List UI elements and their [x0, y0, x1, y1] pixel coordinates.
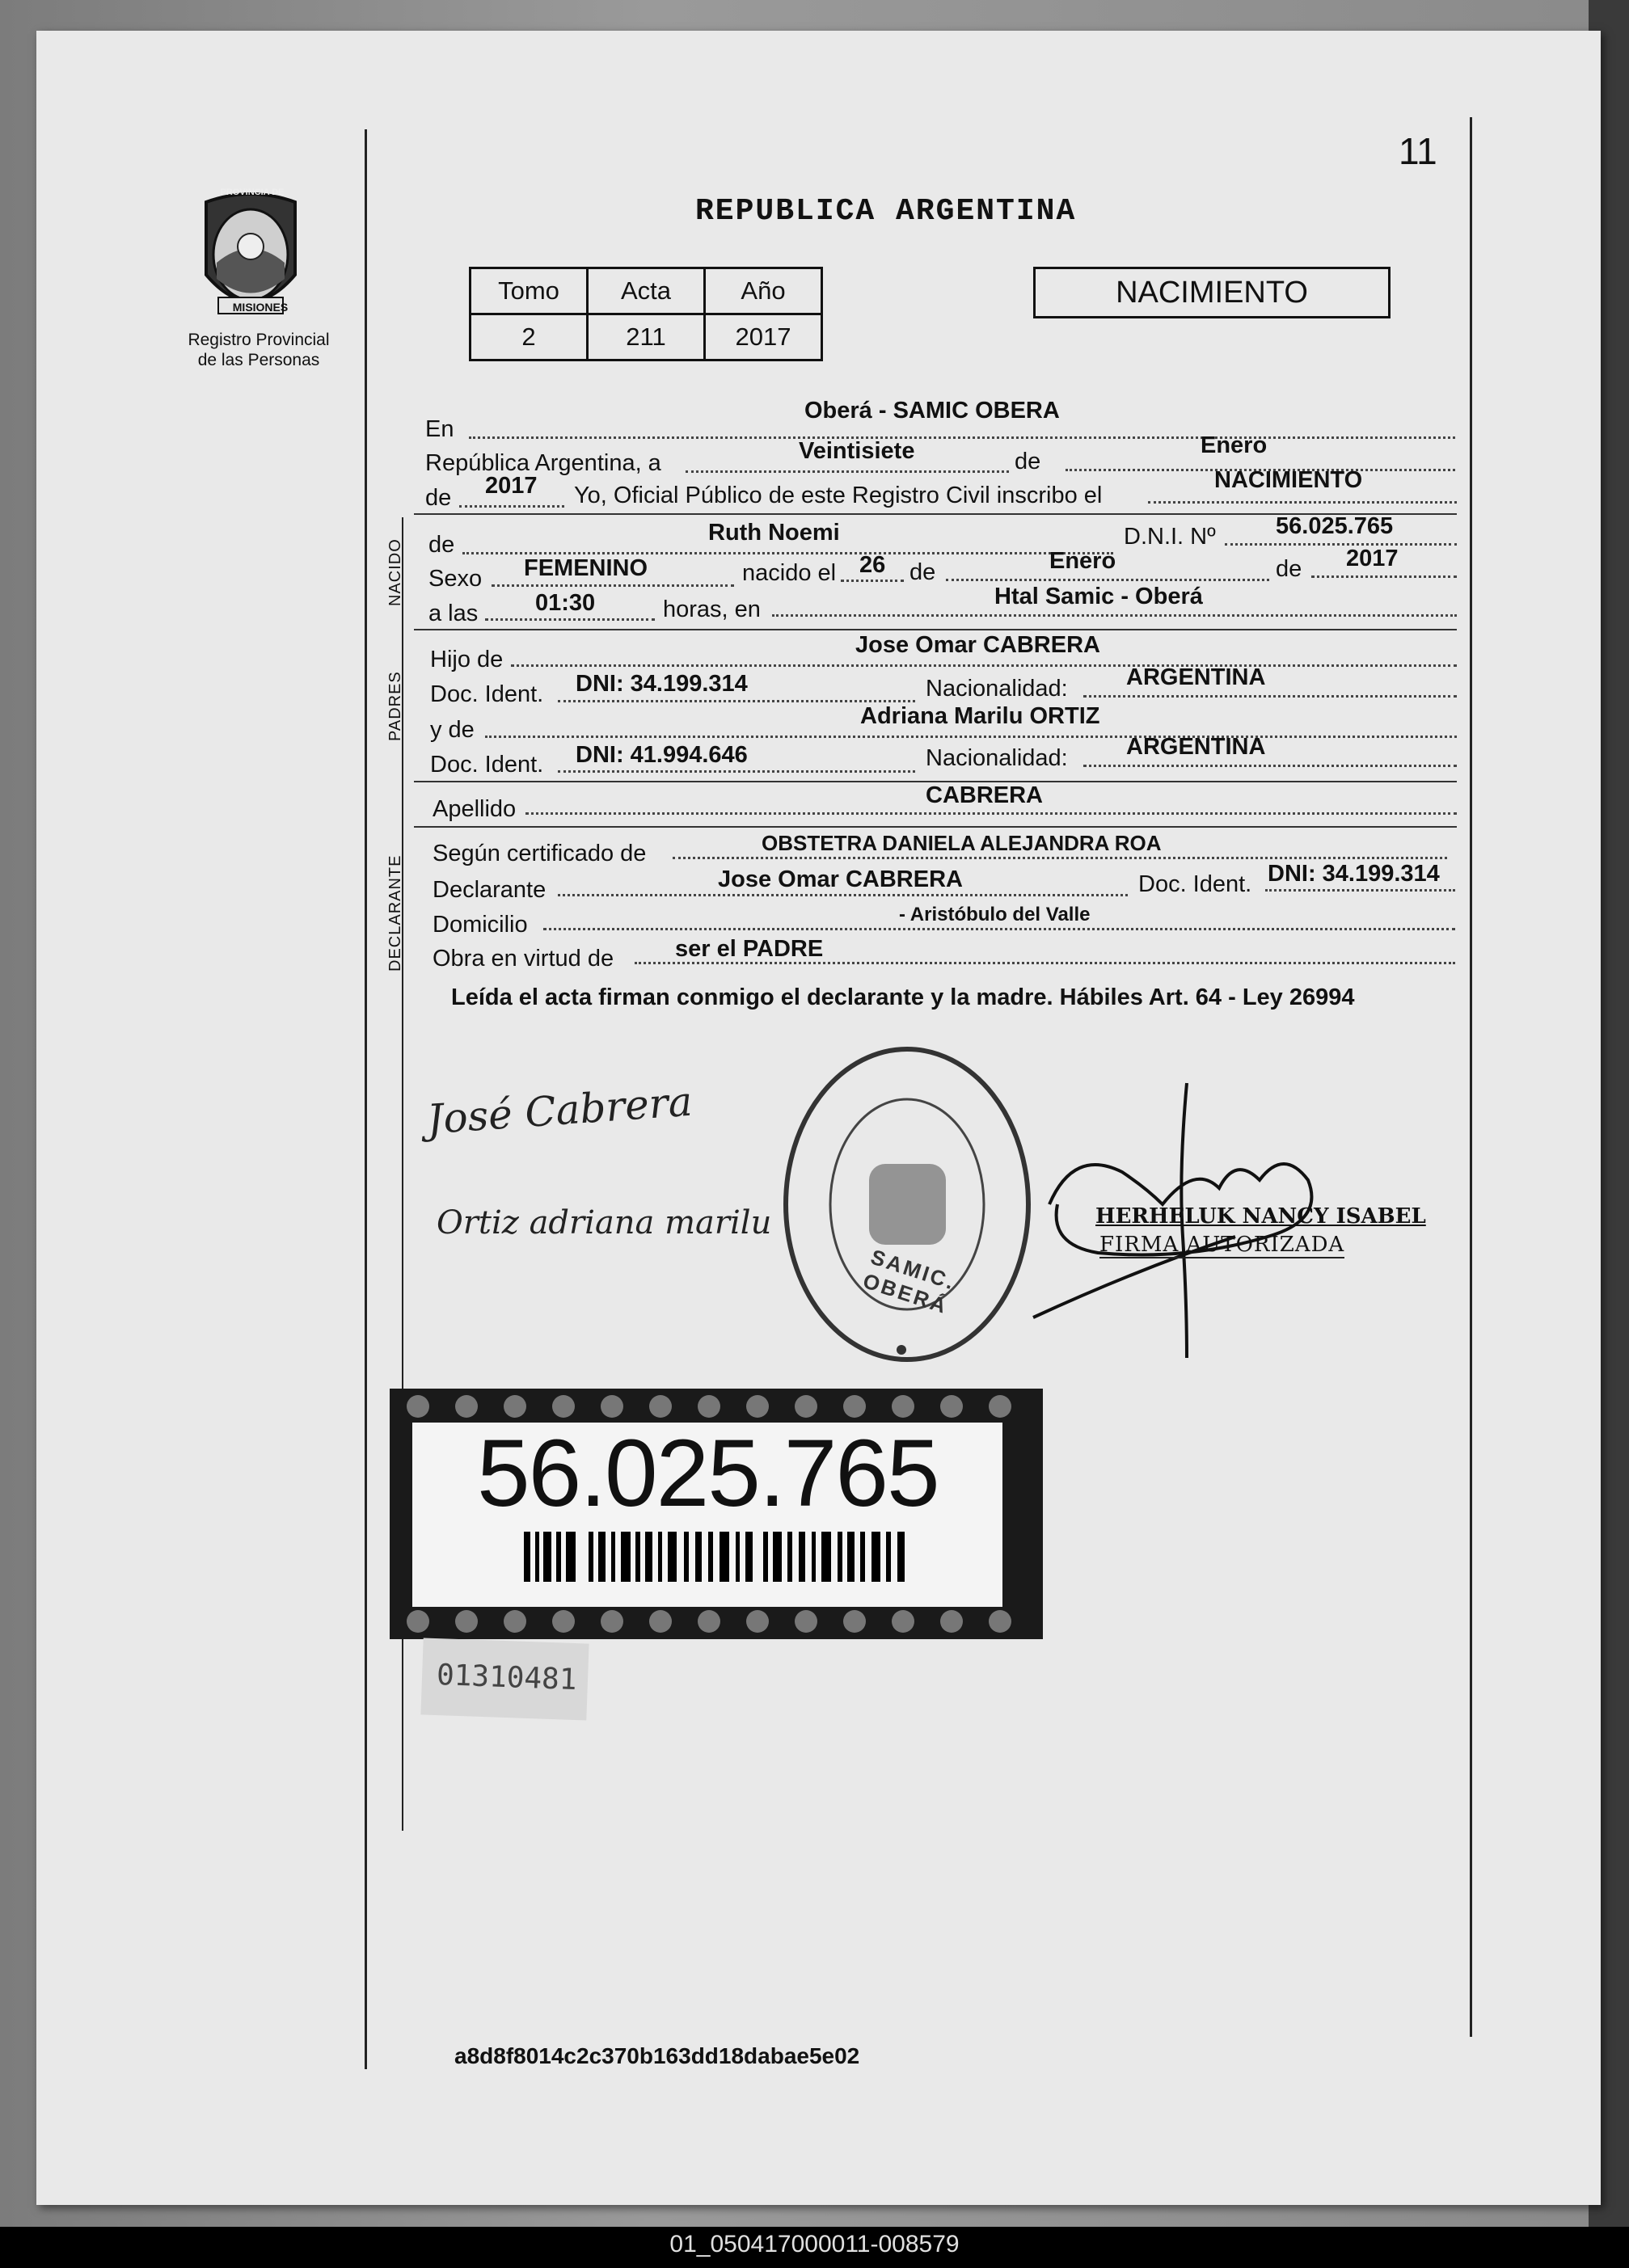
dotted-line	[1083, 765, 1457, 767]
horas-label: horas, en	[663, 597, 761, 622]
dotted-line	[1311, 575, 1457, 578]
dotted-line	[946, 579, 1269, 581]
declarante-nombre-value: Jose Omar CABRERA	[718, 866, 963, 892]
inscribo-value: NACIMIENTO	[1214, 467, 1363, 493]
record-table	[469, 267, 823, 361]
padre-nombre-value: Jose Omar CABRERA	[855, 632, 1100, 658]
dotted-line	[525, 812, 1457, 815]
de-label: de	[909, 559, 936, 585]
dotted-line	[462, 552, 1113, 554]
mes-value: Enero	[1049, 548, 1116, 574]
nacido-label: nacido el	[742, 560, 837, 586]
doc-label: Doc. Ident.	[430, 752, 544, 778]
madre-signature: Ortiz adriana marilu	[437, 1204, 772, 1241]
dni-label: D.N.I. Nº	[1124, 524, 1216, 550]
seal-inner-text: SAMIC. OBERÁ	[859, 1244, 960, 1319]
yo-label: Yo, Oficial Público de este Registro Civil inscribo el	[574, 483, 1103, 508]
hijo-label: Hijo de	[430, 647, 504, 672]
record-type-box: NACIMIENTO	[1033, 267, 1391, 318]
nacionalidad-label: Nacionalidad:	[926, 745, 1068, 771]
padre-nacionalidad-value: ARGENTINA	[1126, 664, 1266, 690]
dotted-line	[511, 664, 1457, 667]
nacido-section-label: NACIDO	[386, 538, 404, 606]
hora-value: 01:30	[535, 590, 596, 616]
dotted-line	[1265, 889, 1455, 892]
dotted-line	[841, 580, 904, 582]
de2-label: de	[425, 485, 452, 511]
dotted-line	[558, 894, 1128, 896]
document-hash: a8d8f8014c2c370b163dd18dabae5e02	[454, 2043, 860, 2068]
mes-value: Enero	[1201, 432, 1268, 458]
nombre-value: Ruth Noemi	[708, 520, 840, 546]
closing-text: Leída el acta firman conmigo el declarante y la madre. Hábiles Art. 64 - Ley 26994	[451, 984, 1355, 1010]
certificado-value: OBSTETRA DANIELA ALEJANDRA ROA	[762, 831, 1162, 855]
section-divider	[414, 629, 1457, 630]
declarante-section-label: DECLARANTE	[386, 854, 404, 972]
yde-label: y de	[430, 717, 475, 743]
dotted-line	[558, 770, 915, 773]
logo-caption-line2: de las Personas	[197, 351, 320, 369]
id-barcode-number: 56.025.765	[477, 1420, 939, 1527]
logo-caption-line1: Registro Provincial	[188, 331, 330, 349]
de-label: de	[1276, 556, 1302, 582]
obra-label: Obra en virtud de	[433, 946, 614, 972]
anio-value: 2017	[1346, 546, 1399, 571]
dia-value: Veintisiete	[799, 438, 915, 464]
padre-doc-value: DNI: 34.199.314	[576, 671, 748, 697]
dotted-line	[543, 928, 1455, 930]
dotted-line	[772, 614, 1457, 617]
left-margin-line	[365, 129, 367, 2069]
barcode-bars	[524, 1532, 912, 1582]
certificado-label: Según certificado de	[433, 841, 647, 866]
official-title: FIRMA AUTORIZADA	[1099, 1233, 1345, 1257]
doc-label: Doc. Ident.	[1138, 871, 1252, 897]
record-table-header: Acta	[588, 268, 705, 314]
right-margin-line	[1470, 117, 1472, 2037]
logo-caption	[158, 330, 360, 370]
record-table-header: Año	[705, 268, 822, 314]
dotted-line	[459, 505, 564, 508]
lugar-nacimiento-value: Htal Samic - Oberá	[994, 584, 1203, 609]
de-label: de	[428, 532, 455, 558]
record-table-cell: 211	[588, 314, 705, 360]
alas-label: a las	[428, 601, 479, 626]
de-label: de	[1015, 449, 1041, 474]
dotted-line	[686, 470, 1009, 473]
republica-label: República Argentina, a	[425, 450, 661, 476]
registro-seal-stamp	[780, 1043, 1035, 1366]
logo-ring-top: PROVINCIA DE	[220, 188, 285, 197]
dotted-line	[1148, 501, 1457, 504]
dotted-line	[485, 736, 1457, 738]
doc-label: Doc. Ident.	[430, 681, 544, 707]
madre-nacionalidad-value: ARGENTINA	[1126, 734, 1266, 760]
dotted-line	[1083, 695, 1457, 698]
domicilio-value: - Aristóbulo del Valle	[899, 904, 1091, 925]
dni-value: 56.025.765	[1276, 513, 1394, 539]
domicilio-label: Domicilio	[433, 912, 528, 938]
section-divider	[414, 826, 1457, 828]
dotted-line	[673, 857, 1447, 859]
dotted-line	[492, 584, 734, 587]
apellido-value: CABRERA	[926, 782, 1043, 808]
obra-value: ser el PADRE	[675, 936, 824, 962]
record-table-header: Tomo	[471, 268, 588, 314]
dia-value: 26	[859, 552, 886, 578]
dotted-line	[1225, 543, 1457, 546]
apellido-label: Apellido	[433, 796, 517, 822]
anio-value: 2017	[485, 473, 538, 499]
scan-footer-id: 01_050417000011-008579	[669, 2231, 960, 2257]
sexo-value: FEMENINO	[524, 555, 648, 581]
dotted-line	[558, 700, 915, 702]
lugar-value: Oberá - SAMIC OBERA	[804, 398, 1060, 424]
declarante-signature: José Cabrera	[425, 1077, 694, 1144]
record-table-cell: 2	[471, 314, 588, 360]
madre-doc-value: DNI: 41.994.646	[576, 742, 748, 768]
declarante-doc-value: DNI: 34.199.314	[1268, 861, 1440, 887]
serial-sticker	[420, 1638, 589, 1720]
official-name: HERHELUK NANCY ISABEL	[1095, 1204, 1426, 1229]
document-title: REPUBLICA ARGENTINA	[695, 194, 1077, 229]
page-number: 11	[1399, 130, 1437, 172]
dotted-line	[469, 436, 1455, 439]
nacionalidad-label: Nacionalidad:	[926, 676, 1068, 702]
dotted-line	[485, 618, 655, 621]
madre-nombre-value: Adriana Marilu ORTIZ	[860, 703, 1100, 729]
en-label: En	[425, 416, 454, 442]
declarante-label: Declarante	[433, 877, 547, 903]
serial-number: 01310481	[436, 1659, 578, 1697]
record-table-cell: 2017	[705, 314, 822, 360]
sexo-label: Sexo	[428, 566, 483, 592]
padres-section-label: PADRES	[386, 671, 404, 741]
logo-ring-bottom: MISIONES	[232, 301, 289, 314]
